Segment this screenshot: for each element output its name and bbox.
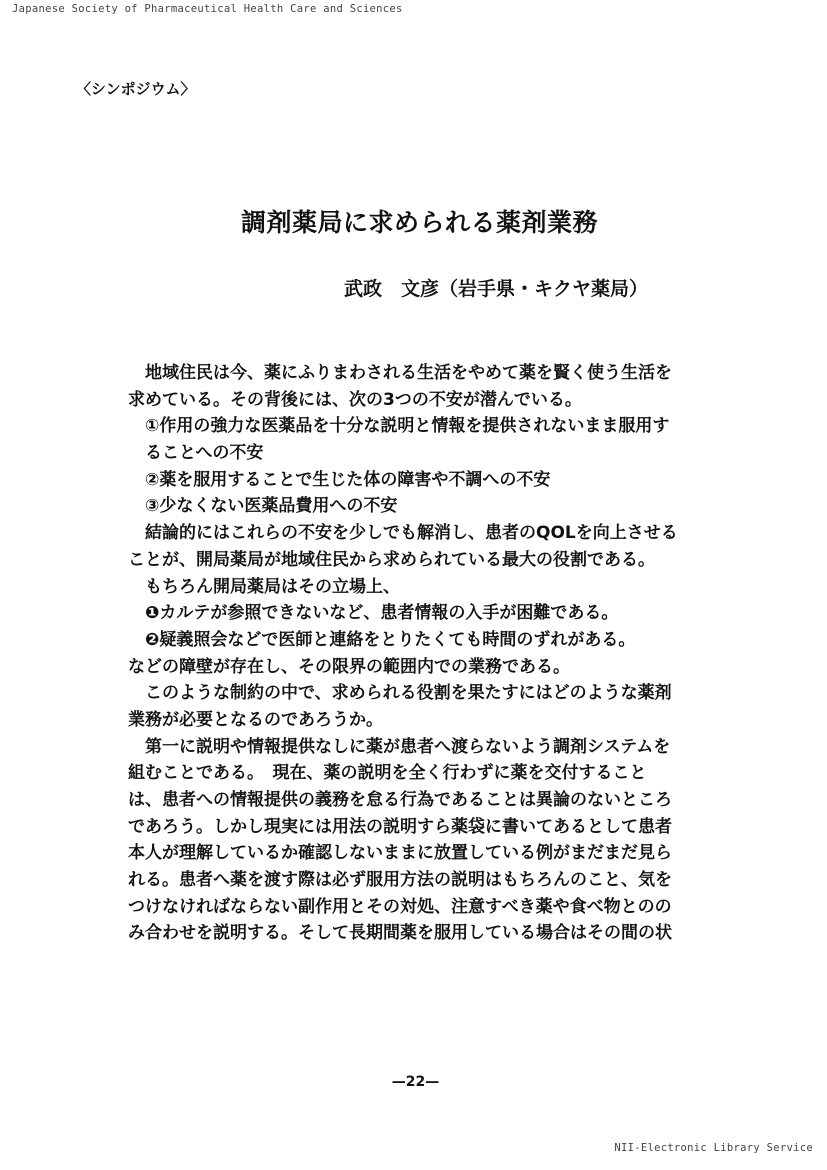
body-line: ③少なくない医薬品費用への不安 — [128, 496, 398, 517]
article-title: 調剤薬局に求められる薬剤業務 — [240, 208, 598, 237]
library-service-footer: NII-Electronic Library Service — [614, 1142, 813, 1154]
body-line: ることへの不安 — [128, 443, 264, 464]
page-number: —22— — [391, 1074, 440, 1090]
body-line: 組むことである。 現在、薬の説明を全く行わずに薬を交付すること — [128, 763, 647, 784]
body-line: み合わせを説明する。そして長期間薬を服用している場合はその間の状 — [128, 923, 672, 944]
body-line: 業務が必要となるのであろうか。 — [128, 709, 383, 730]
society-header: Japanese Society of Pharmaceutical Health Care and Sciences — [12, 3, 403, 15]
body-line: などの障壁が存在し、その限界の範囲内での業務である。 — [128, 656, 570, 677]
body-line: もちろん開局薬局はその立場上、 — [128, 576, 400, 597]
body-line: 結論的にはこれらの不安を少しでも解消し、患者のQOLを向上させる — [128, 523, 678, 544]
body-line: 地域住民は今、薬にふりまわされる生活をやめて薬を賢く使う生活を — [128, 363, 672, 383]
body-line: ❷疑義照会などで医師と連絡をとりたくても時間のずれがある。 — [128, 629, 636, 650]
article-body — [128, 360, 698, 947]
section-label: 〈シンポジウム〉 — [76, 80, 196, 98]
body-line: れる。患者へ薬を渡す際は必ず服用方法の説明はもちろんのこと、気を — [128, 870, 672, 891]
body-line: ①作用の強力な医薬品を十分な説明と情報を提供されないまま服用す — [128, 416, 670, 437]
body-line: であろう。しかし現実には用法の説明すら薬袋に書いてあるとして患者 — [128, 816, 672, 837]
body-line: は、患者への情報提供の義務を怠る行為であることは異論のないところ — [128, 790, 672, 810]
body-line: ❶カルテが参照できないなど、患者情報の入手が困難である。 — [128, 603, 619, 624]
body-line: 求めている。その背後には、次の3つの不安が潜んでいる。 — [128, 389, 582, 410]
body-line: 第一に説明や情報提供なしに薬が患者へ渡らないよう調剤システムを — [128, 736, 671, 757]
body-line: つけなければならない副作用とその対処、注意すべき薬や食べ物とのの — [128, 896, 672, 917]
body-line: このような制約の中で、求められる役割を果たすにはどのような薬剤 — [128, 683, 672, 704]
body-line: 本人が理解しているか確認しないままに放置している例がまだまだ見ら — [128, 843, 672, 864]
author-line: 武政 文彦（岩手県・キクヤ薬局） — [344, 278, 649, 300]
body-line: ②薬を服用することで生じた体の障害や不調への不安 — [128, 469, 551, 490]
body-line: ことが、開局薬局が地域住民から求められている最大の役割である。 — [128, 549, 655, 570]
